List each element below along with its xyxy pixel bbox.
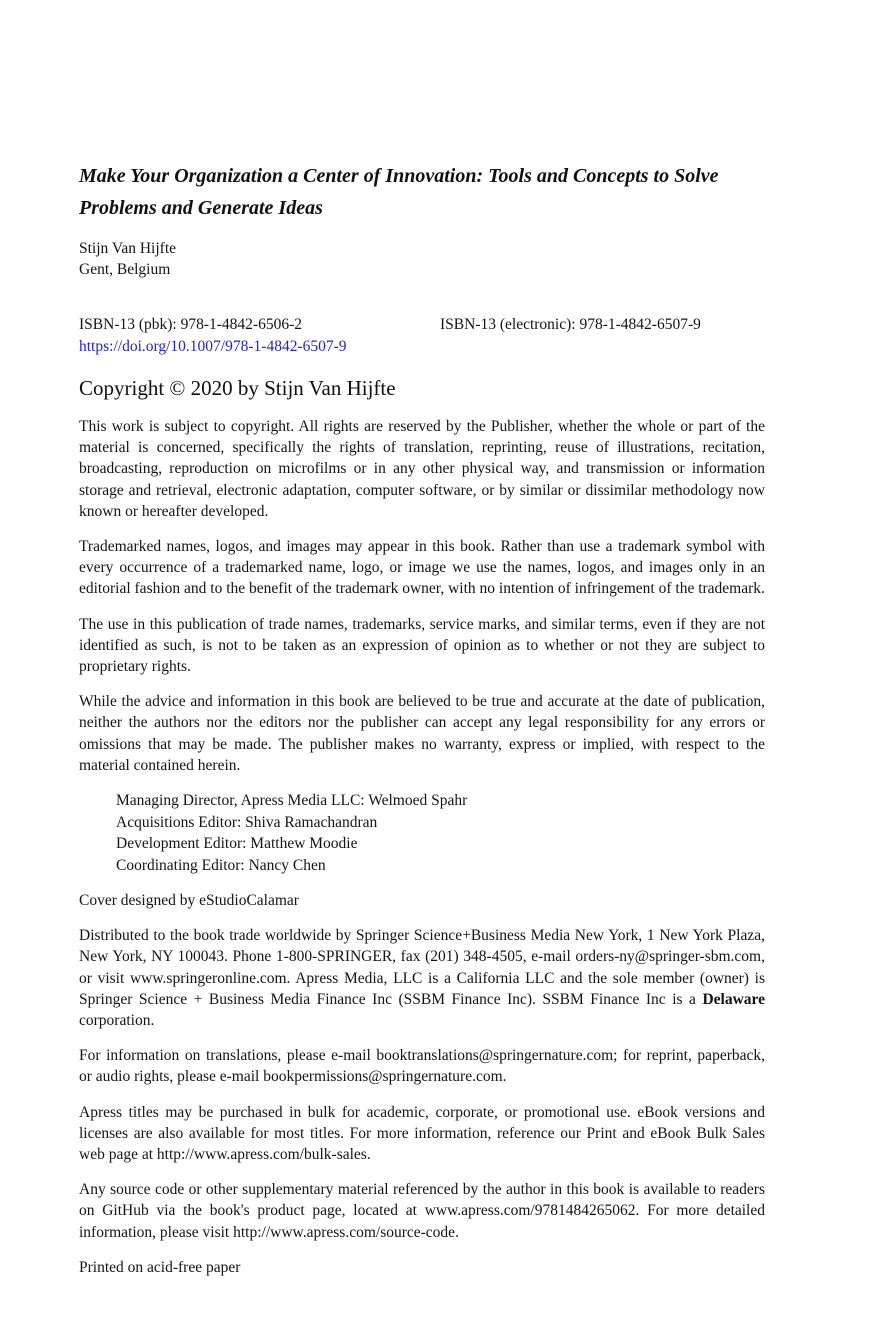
staff-managing-director: Managing Director, Apress Media LLC: Welmoed Spahr xyxy=(116,792,468,810)
paragraph-bulk-sales: Apress titles may be purchased in bulk for academic, corporate, or promotional use. eBook versions and licenses are also available for most titles. For more information, reference our Print and eBook Bulk Sales web page at http://www.apress.com/bulk-sales. xyxy=(79,1103,765,1164)
printed-note: Printed on acid-free paper xyxy=(79,1258,241,1276)
author-name: Stijn Van Hijfte xyxy=(79,240,177,257)
paragraph-translations: For information on translations, please e-mail booktranslations@springernature.com; for reprint, paperback, or audio rights, please e-mail bookpermissions@springernature.com. xyxy=(79,1047,765,1086)
paragraph-trade-names: The use in this publication of trade names, trademarks, service marks, and similar terms, even if they are not identified as such, is not to be taken as an expression of opinion as to whether or not they are subject to proprietary rights. xyxy=(79,615,765,676)
paragraph-distribution xyxy=(79,925,765,1031)
isbn-row xyxy=(79,314,765,336)
staff-coordinating-editor: Coordinating Editor: Nancy Chen xyxy=(116,856,326,874)
paragraph-source-code: Any source code or other supplementary material referenced by the author in this book is available to readers on GitHub via the book's product page, located at www.apress.com/9781484265062. For more detailed information, please visit http://www.apress.com/source-code. xyxy=(79,1181,765,1241)
distribution-text-post: corporation. xyxy=(79,1012,155,1030)
doi-line xyxy=(79,336,765,358)
distribution-text-bold: Delaware xyxy=(702,990,765,1008)
cover-credit: Cover designed by eStudioCalamar xyxy=(79,892,299,910)
distribution-text-pre: Distributed to the book trade worldwide by Springer Science+Business Media New York, 1 New York Plaza, New York, NY 100043. Phone 1-800-SPRINGER, fax (201) 348-4505, e-mail orders-ny@springer-sbm.com, or visit www.springeronline.com. Apress Media, LLC is a California LLC and the sole member (owner) is Springer Science + Business Media Finance Inc (SSBM Finance Inc). SSBM Finance Inc is a xyxy=(79,927,765,1008)
paragraph-copyright-rights: This work is subject to copyright. All rights are reserved by the Publisher, whether the whole or part of the material is concerned, specifically the rights of translation, reprinting, reuse of illustrations, recitation, broadcasting, reproduction on microfilms or in any other physical way, and transmission or information storage and retrieval, electronic adaptation, computer software, or by similar or dissimilar methodology now known or hereafter developed. xyxy=(79,418,765,520)
paragraph-disclaimer: While the advice and information in this book are believed to be true and accurate at the date of publication, neither the authors nor the editors nor the publisher can accept any legal responsibility for any errors or omissions that may be made. The publisher makes no warranty, express or implied, with respect to the material contained herein. xyxy=(79,693,765,774)
book-title: Make Your Organization a Center of Innovation: Tools and Concepts to Solve Problems and Generate Ideas xyxy=(79,165,719,219)
author-block xyxy=(79,238,765,280)
author-location: Gent, Belgium xyxy=(79,261,171,278)
copyright-heading: Copyright © 2020 by Stijn Van Hijfte xyxy=(79,376,396,400)
staff-list xyxy=(116,790,765,876)
staff-acquisitions-editor: Acquisitions Editor: Shiva Ramachandran xyxy=(116,813,378,831)
paragraph-trademarks: Trademarked names, logos, and images may appear in this book. Rather than use a trademark symbol with every occurrence of a trademarked name, logo, or image we use the names, logos, and images only in an editorial fashion and to the benefit of the trademark owner, with no intention of infringement of the trademark. xyxy=(79,538,765,598)
isbn-electronic: ISBN-13 (electronic): 978-1-4842-6507-9 xyxy=(440,316,701,333)
staff-development-editor: Development Editor: Matthew Moodie xyxy=(116,835,358,853)
isbn-pbk: ISBN-13 (pbk): 978-1-4842-6506-2 xyxy=(79,316,303,333)
doi-link[interactable]: https://doi.org/10.1007/978-1-4842-6507-9 xyxy=(79,338,347,355)
